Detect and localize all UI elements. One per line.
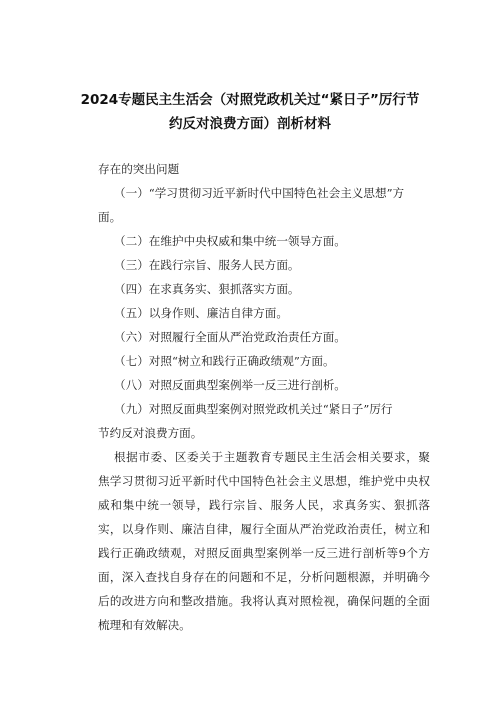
paragraph-line-2: 焦学习贯彻习近平新时代中国特色社会主义思想，维护党中央权 bbox=[98, 474, 430, 488]
list-item-9-line-2: 节约反对浪费方面。 bbox=[98, 426, 203, 440]
list-item-7: （七）对照“树立和践行正确政绩观”方面。 bbox=[114, 354, 335, 368]
list-item-1-line-2: 面。 bbox=[98, 210, 122, 224]
list-item-3: （三）在践行宗旨、服务人民方面。 bbox=[114, 258, 300, 272]
paragraph-line-4: 实，以身作则、廉洁自律，履行全面从严治党政治责任，树立和 bbox=[98, 522, 430, 536]
document-title-line-2: 约反对浪费方面）剖析材料 bbox=[169, 116, 331, 132]
list-item-9-line-1: （九）对照反面典型案例对照党政机关过“紧日子”厉行 bbox=[114, 402, 393, 416]
list-item-6: （六）对照履行全面从严治党政治责任方面。 bbox=[114, 330, 346, 344]
paragraph-line-8: 梳理和有效解决。 bbox=[98, 618, 191, 632]
paragraph-line-5: 践行正确政绩观，对照反面典型案例举一反三进行剖析等9个方 bbox=[98, 546, 430, 560]
list-item-8: （八）对照反面典型案例举一反三进行剖析。 bbox=[114, 378, 346, 392]
paragraph-line-3: 威和集中统一领导，践行宗旨、服务人民，求真务实、狠抓落 bbox=[98, 498, 430, 512]
list-item-5: （五）以身作则、廉洁自律方面。 bbox=[114, 306, 288, 320]
list-item-2: （二）在维护中央权威和集中统一领导方面。 bbox=[114, 234, 346, 248]
list-item-4: （四）在求真务实、狠抓落实方面。 bbox=[114, 282, 300, 296]
section-heading: 存在的突出问题 bbox=[98, 162, 180, 176]
document-title-line-1: 2024专题民主生活会（对照党政机关过“紧日子”厉行节 bbox=[80, 92, 420, 108]
paragraph-line-7: 后的改进方向和整改措施。我将认真对照检视，确保问题的全面 bbox=[98, 594, 430, 608]
list-item-1-line-1: （一）“学习贯彻习近平新时代中国特色社会主义思想”方 bbox=[114, 186, 405, 200]
paragraph-line-1: 根据市委、区委关于主题教育专题民主生活会相关要求，聚 bbox=[114, 450, 430, 464]
paragraph-line-6: 面，深入查找自身存在的问题和不足，分析问题根源，并明确今 bbox=[98, 570, 430, 584]
